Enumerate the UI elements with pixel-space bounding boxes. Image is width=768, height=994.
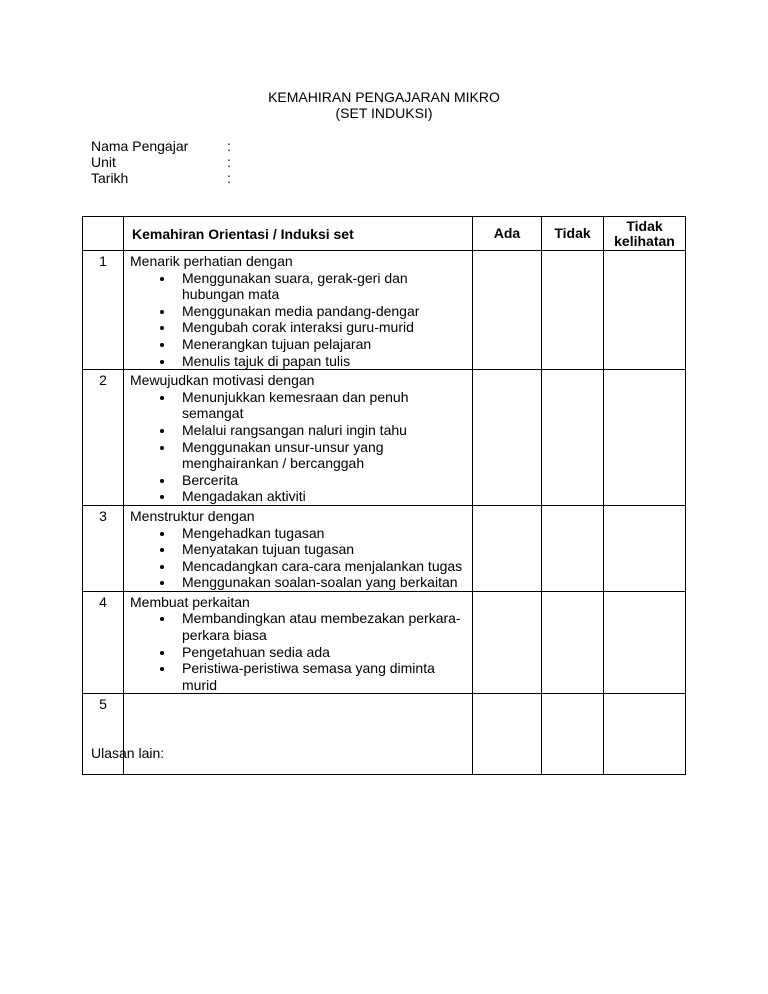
header-ada: Ada [473,217,542,251]
table-header-row [83,217,686,251]
cell-ada[interactable] [473,251,542,370]
header-tidak-kelihatan [604,217,686,251]
info-fields [91,138,237,186]
row-items [130,610,468,693]
list-item: • Menggunakan soalan-soalan yang berkaitan [175,574,468,591]
list-item: • Menyatakan tujuan tugasan [175,541,468,558]
document-title [0,89,768,121]
field-colon: : [227,154,231,170]
list-item: • Menerangkan tujuan pelajaran [175,336,468,353]
skills-table [82,216,686,775]
list-item: • Mengadakan aktiviti [175,488,468,505]
cell-ada[interactable] [473,591,542,694]
list-item: • Peristiwa-peristiwa semasa yang diminta murid [175,660,468,693]
row-number: 3 [83,505,124,591]
cell-tidak[interactable] [542,505,604,591]
field-colon: : [227,170,231,186]
row-heading: Menarik perhatian dengan [130,253,293,269]
cell-ada[interactable] [473,370,542,506]
field-tarikh [91,170,237,186]
row-items [130,270,468,370]
field-colon: : [227,138,231,154]
list-item: • Menunjukkan kemesraan dan penuh semangat [175,389,468,422]
list-item: • Mencadangkan cara-cara menjalankan tugas [175,558,468,575]
cell-ada[interactable] [473,505,542,591]
title-line-2: (SET INDUKSI) [335,105,433,121]
row-content [124,370,473,506]
row-items [130,389,468,505]
cell-tidak[interactable] [542,251,604,370]
header-tidak: Tidak [542,217,604,251]
list-item: • Bercerita [175,472,468,489]
row-heading: Mewujudkan motivasi dengan [130,372,315,389]
row-heading: Menstruktur dengan [130,507,255,524]
cell-ada[interactable] [473,694,542,775]
cell-tidak[interactable] [542,694,604,775]
row-number: 5 [83,694,124,775]
header-skill: Kemahiran Orientasi / Induksi set [124,217,473,251]
header-tidak-kelihatan-line1: Tidak [626,217,663,234]
list-item: • Melalui rangsangan naluri ingin tahu [175,422,468,439]
list-item: • Membandingkan atau membezakan perkara-perkara biasa [175,610,468,643]
row-items [130,525,468,591]
cell-tidak[interactable] [542,591,604,694]
row-number: 2 [83,370,124,506]
field-label: Unit [91,154,116,170]
table-row [83,591,686,694]
row-number: 1 [83,251,124,370]
header-tidak-kelihatan-line2: kelihatan [614,232,675,249]
row-number: 4 [83,591,124,694]
row-content [124,505,473,591]
remarks-label: Ulasan lain: [91,745,165,761]
list-item: • Mengehadkan tugasan [175,525,468,542]
cell-tidak-kelihatan[interactable] [604,251,686,370]
list-item: • Menulis tajuk di papan tulis [175,353,468,370]
cell-tidak[interactable] [542,370,604,506]
cell-tidak-kelihatan[interactable] [604,370,686,506]
row-content [124,251,473,370]
header-number [83,217,124,251]
title-line-1: KEMAHIRAN PENGAJARAN MIKRO [268,89,500,105]
field-unit [91,154,237,170]
cell-tidak-kelihatan[interactable] [604,505,686,591]
cell-tidak-kelihatan[interactable] [604,591,686,694]
list-item: • Pengetahuan sedia ada [175,644,468,661]
list-item: • Menggunakan media pandang-dengar [175,303,468,320]
table-row [83,505,686,591]
table-row [83,251,686,370]
row-content[interactable] [124,694,473,775]
table-row [83,370,686,506]
field-label: Tarikh [91,170,129,186]
table-row [83,694,686,775]
list-item: • Menggunakan unsur-unsur yang menghairankan / bercanggah [175,439,468,472]
list-item: • Menggunakan suara, gerak-geri dan hubungan mata [175,270,468,303]
field-nama-pengajar [91,138,237,154]
row-heading: Membuat perkaitan [130,593,250,610]
list-item: • Mengubah corak interaksi guru-murid [175,319,468,336]
cell-tidak-kelihatan[interactable] [604,694,686,775]
field-label: Nama Pengajar [91,138,189,154]
row-content [124,591,473,694]
